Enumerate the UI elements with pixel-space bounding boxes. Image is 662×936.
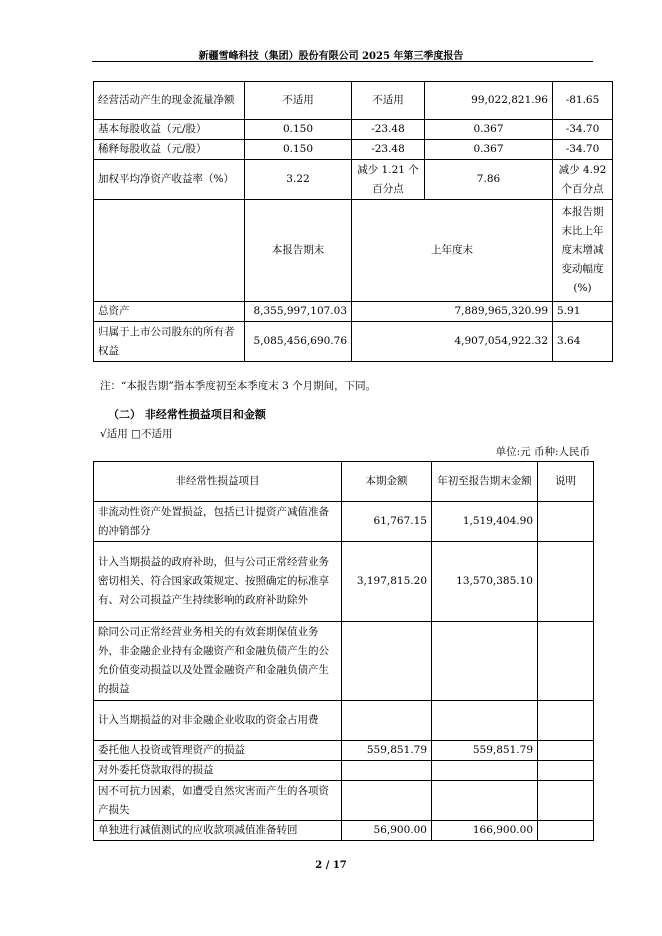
row-label: 归属于上市公司股东的所有者权益 (94, 322, 245, 362)
table-row (94, 82, 613, 120)
header-rule (92, 61, 593, 62)
column-header: 非经常性损益项目 (94, 462, 342, 502)
cell: 61,767.15 (342, 502, 432, 542)
cell (342, 701, 432, 741)
row-label: 总资产 (94, 302, 245, 322)
cell: 7.86 (425, 160, 553, 200)
cell (342, 761, 432, 781)
cell: 4,907,054,922.32 (352, 322, 553, 362)
table-row (94, 622, 594, 701)
financial-summary-table (93, 81, 613, 362)
row-label: 加权平均净资产收益率（%） (94, 160, 245, 200)
cell: 99,022,821.96 (425, 82, 553, 120)
cell: -23.48 (352, 140, 425, 160)
cell: 3.64 (553, 322, 613, 362)
row-label: 除同公司正常经营业务相关的有效套期保值业务外，非金融企业持有金融资产和金融负债产生的公允价值变动损益以及处置金融资产和金融负债产生的损益 (94, 622, 342, 701)
table-row (94, 140, 613, 160)
table-row (94, 542, 594, 622)
cell (432, 701, 538, 741)
cell: 0.150 (245, 120, 352, 140)
table-subheader-row (94, 200, 613, 302)
row-label: 对外委托贷款取得的损益 (94, 761, 342, 781)
column-header: 本报告期末比上年度末增减变动幅度(%) (553, 200, 613, 302)
cell: -34.70 (553, 140, 613, 160)
cell: 559,851.79 (432, 741, 538, 761)
cell (538, 701, 594, 741)
currency-unit-label: 单位:元 币种:人民币 (495, 446, 590, 458)
row-label: 单独进行减值测试的应收款项减值准备转回 (94, 821, 342, 841)
cell: 3,197,815.20 (342, 542, 432, 622)
non-recurring-items-table (93, 461, 594, 841)
cell: 5,085,456,690.76 (245, 322, 352, 362)
cell (538, 542, 594, 622)
cell: 8,355,997,107.03 (245, 302, 352, 322)
table-row (94, 701, 594, 741)
cell (94, 200, 245, 302)
row-label: 经营活动产生的现金流量净额 (94, 82, 245, 120)
applicability-choice: √适用 □不适用 (100, 428, 173, 440)
cell: 7,889,965,320.99 (352, 302, 553, 322)
table-row (94, 761, 594, 781)
cell (432, 781, 538, 821)
row-label: 基本每股收益（元/股） (94, 120, 245, 140)
table-row (94, 821, 594, 841)
row-label: 因不可抗力因素，如遭受自然灾害而产生的各项资产损失 (94, 781, 342, 821)
cell (342, 781, 432, 821)
row-label: 计入当期损益的政府补助，但与公司正常经营业务密切相关、符合国家政策规定、按照确定的标准享有、对公司损益产生持续影响的政府补助除外 (94, 542, 342, 622)
cell: 不适用 (352, 82, 425, 120)
cell (538, 622, 594, 701)
cell: 56,900.00 (342, 821, 432, 841)
cell (538, 741, 594, 761)
cell: -81.65 (553, 82, 613, 120)
column-header: 说明 (538, 462, 594, 502)
cell: 0.150 (245, 140, 352, 160)
cell: 0.367 (425, 140, 553, 160)
table-footnote: 注：“本报告期”指本季度初至本季度末 3 个月期间，下同。 (100, 380, 377, 392)
cell: 559,851.79 (342, 741, 432, 761)
table-row (94, 302, 613, 322)
table-row (94, 502, 594, 542)
table-row (94, 781, 594, 821)
cell (432, 761, 538, 781)
section-heading: （二） 非经常性损益项目和金额 (108, 408, 266, 421)
cell: 3.22 (245, 160, 352, 200)
cell (432, 622, 538, 701)
row-label: 非流动性资产处置损益，包括已计提资产减值准备的冲销部分 (94, 502, 342, 542)
column-header: 本报告期末 (245, 200, 352, 302)
table-header-row (94, 462, 594, 502)
cell: -34.70 (553, 120, 613, 140)
row-label: 委托他人投资或管理资产的损益 (94, 741, 342, 761)
table-row (94, 160, 613, 200)
cell: 13,570,385.10 (432, 542, 538, 622)
page-number: 2 / 17 (315, 860, 347, 871)
cell: 减少 4.92 个百分点 (553, 160, 613, 200)
cell (538, 781, 594, 821)
row-label: 稀释每股收益（元/股） (94, 140, 245, 160)
column-header: 年初至报告期末金额 (432, 462, 538, 502)
cell (538, 821, 594, 841)
cell: 166,900.00 (432, 821, 538, 841)
column-header: 上年度末 (352, 200, 553, 302)
cell (538, 761, 594, 781)
column-header: 本期金额 (342, 462, 432, 502)
cell (342, 622, 432, 701)
table-row (94, 322, 613, 362)
cell: 减少 1.21 个百分点 (352, 160, 425, 200)
page-header-title: 新疆雪峰科技（集团）股份有限公司 2025 年第三季度报告 (198, 51, 464, 62)
table-row (94, 120, 613, 140)
cell: 5.91 (553, 302, 613, 322)
cell: 0.367 (425, 120, 553, 140)
cell: 1,519,404.90 (432, 502, 538, 542)
row-label: 计入当期损益的对非金融企业收取的资金占用费 (94, 701, 342, 741)
cell: 不适用 (245, 82, 352, 120)
cell (538, 502, 594, 542)
cell: -23.48 (352, 120, 425, 140)
table-row (94, 741, 594, 761)
